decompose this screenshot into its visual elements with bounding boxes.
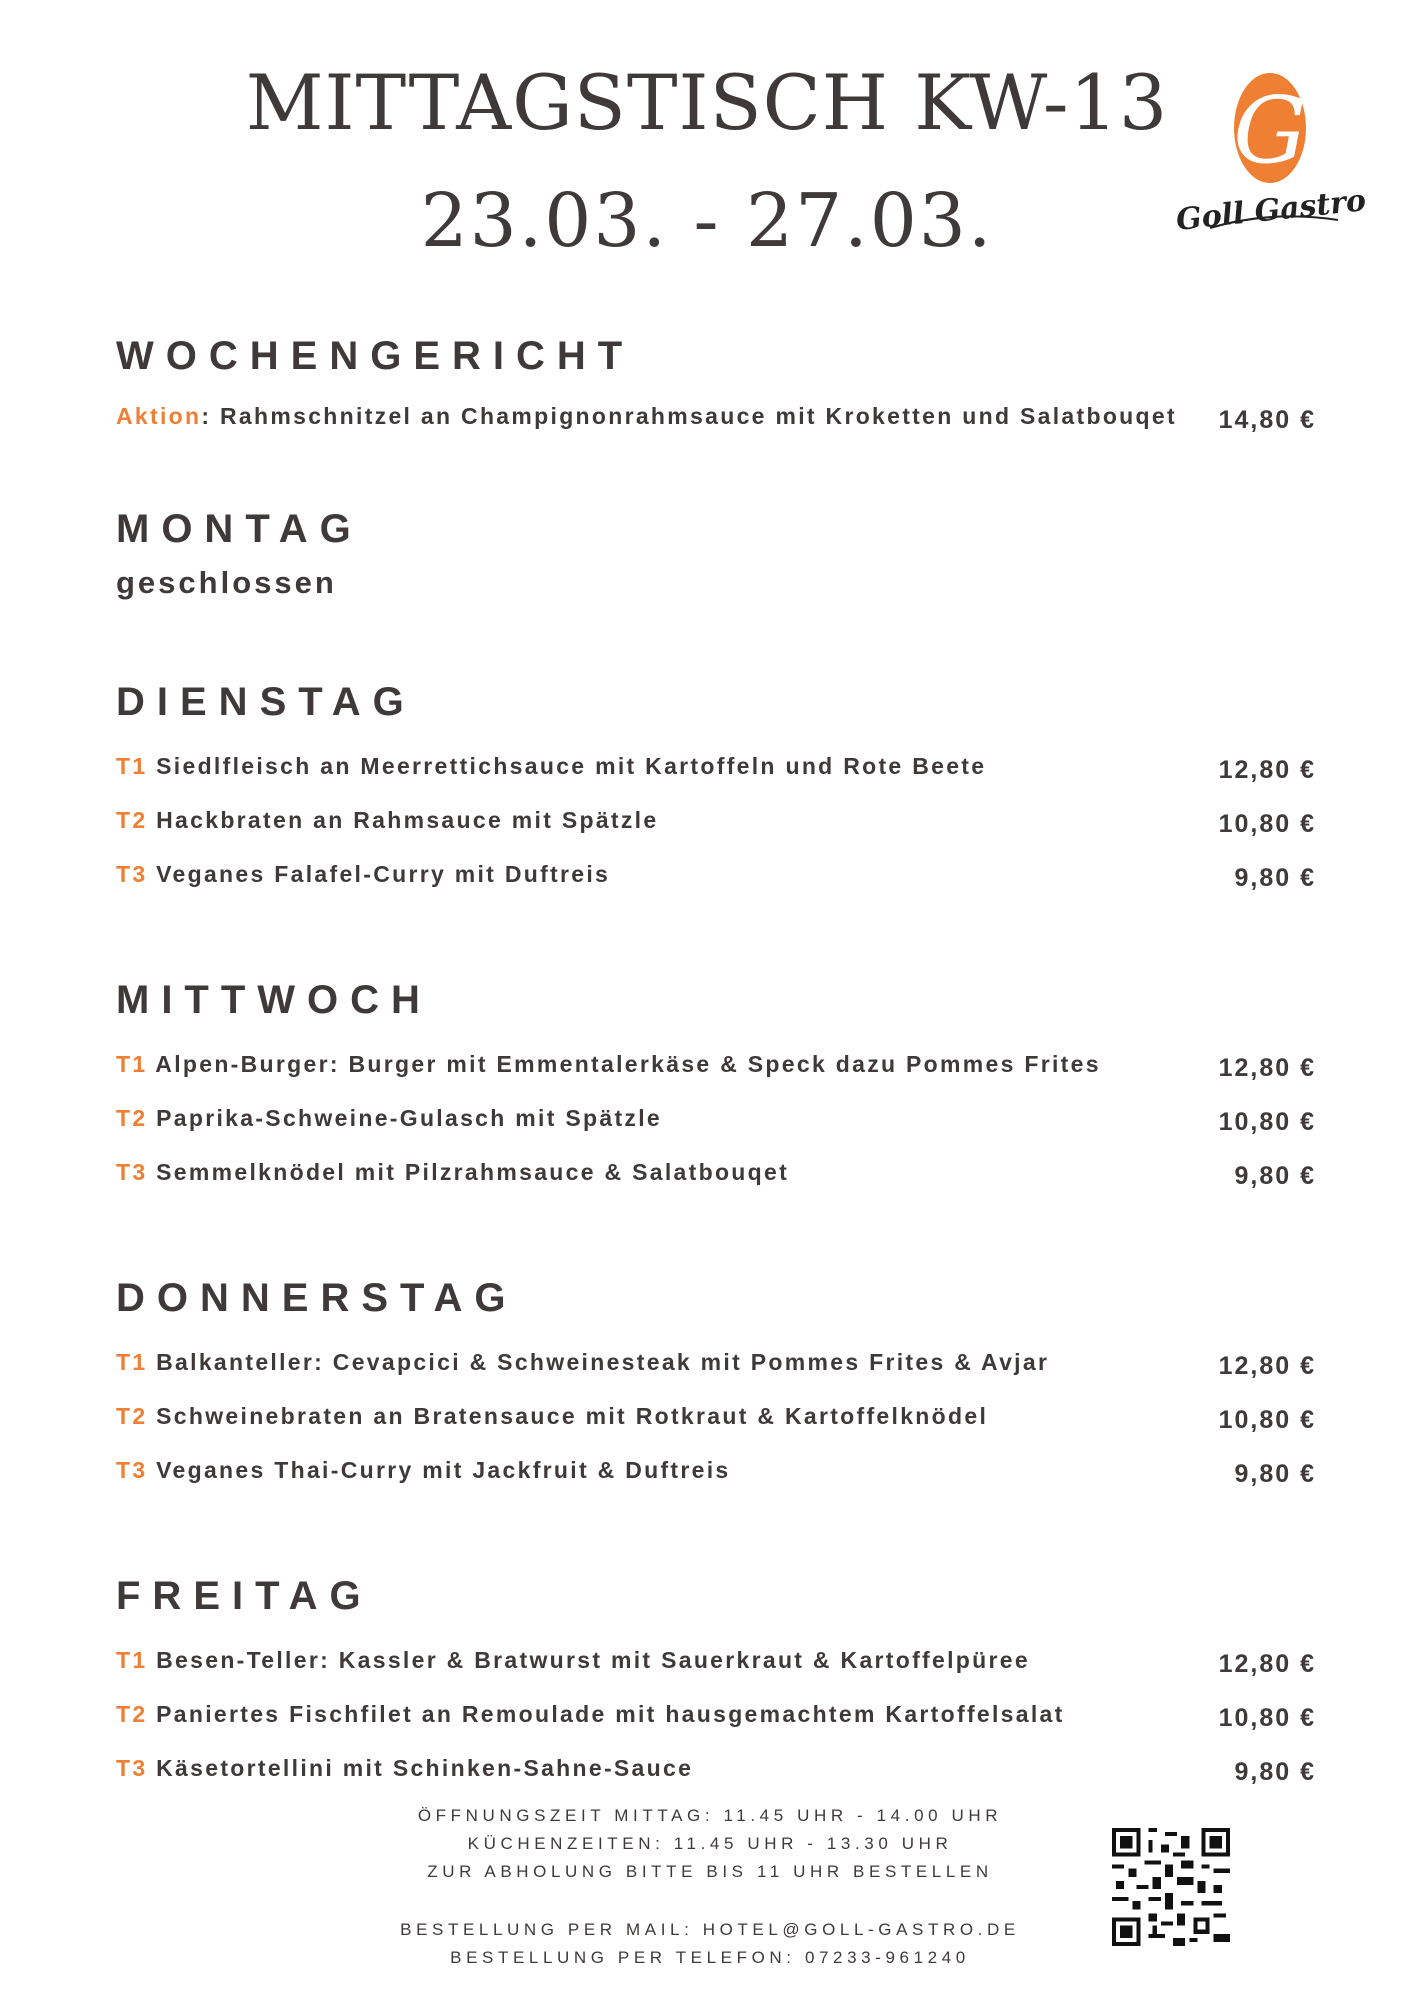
item-code: T1 — [116, 1647, 148, 1673]
logo-letter: G — [1233, 77, 1307, 184]
item-text: Besen-Teller: Kassler & Bratwurst mit Sauerkraut & Kartoffelpüree — [147, 1647, 1030, 1673]
list-item — [116, 1342, 1316, 1396]
item-price: 10,80 € — [1218, 1108, 1316, 1136]
item-desc — [116, 403, 1177, 429]
monday-heading: MONTAG — [116, 507, 363, 551]
item-text: Schweinebraten an Bratensauce mit Rotkraut & Kartoffelknödel — [147, 1403, 989, 1429]
item-text: Paniertes Fischfilet an Remoulade mit hausgemachtem Kartoffelsalat — [147, 1701, 1065, 1727]
item-desc — [116, 861, 610, 887]
item-desc — [116, 1457, 731, 1483]
opening-hours-line: ÖFFNUNGSZEIT MITTAG: 11.45 UHR - 14.00 UHR — [417, 1806, 1003, 1825]
item-desc — [116, 1403, 988, 1429]
item-desc — [116, 1647, 1030, 1673]
section-tuesday — [116, 676, 1316, 908]
item-text: Käsetortellini mit Schinken-Sahne-Sauce — [147, 1755, 694, 1781]
item-text: Semmelknödel mit Pilzrahmsauce & Salatbouqet — [147, 1159, 790, 1185]
pickup-note: ZUR ABHOLUNG BITTE BIS 11 UHR BESTELLEN — [427, 1862, 993, 1881]
list-item — [116, 1396, 1316, 1450]
list-item — [116, 1152, 1316, 1206]
list-item — [116, 1694, 1316, 1748]
tuesday-heading: DIENSTAG — [116, 680, 416, 724]
friday-heading: FREITAG — [116, 1574, 373, 1618]
item-desc — [116, 1159, 789, 1185]
item-code: T2 — [116, 1701, 148, 1727]
item-text: Veganes Falafel-Curry mit Duftreis — [147, 861, 611, 887]
order-mail[interactable]: BESTELLUNG PER MAIL: HOTEL@GOLL-GASTRO.DE — [400, 1920, 1020, 1939]
item-desc — [116, 807, 658, 833]
item-price: 9,80 € — [1234, 1758, 1316, 1786]
item-text: Balkanteller: Cevapcici & Schweinesteak mit Pommes Frites & Avjar — [147, 1349, 1050, 1375]
item-price: 10,80 € — [1218, 810, 1316, 838]
item-desc — [116, 1349, 1049, 1375]
section-wednesday — [116, 974, 1316, 1206]
thursday-heading: DONNERSTAG — [116, 1276, 518, 1320]
list-item — [116, 854, 1316, 908]
opening-hours — [300, 1802, 1120, 1886]
item-price: 12,80 € — [1218, 1054, 1316, 1082]
item-code: T3 — [116, 1159, 148, 1185]
section-friday — [116, 1570, 1316, 1802]
item-desc — [116, 753, 986, 779]
item-price: 9,80 € — [1234, 864, 1316, 892]
item-text: Paprika-Schweine-Gulasch mit Spätzle — [147, 1105, 663, 1131]
order-phone[interactable]: BESTELLUNG PER TELEFON: 07233-961240 — [450, 1948, 970, 1967]
list-item — [116, 1098, 1316, 1152]
page-title: MITTAGSTISCH KW-13 — [245, 58, 1169, 147]
list-item — [116, 746, 1316, 800]
item-code: T1 — [116, 1051, 148, 1077]
item-desc — [116, 1701, 1065, 1727]
list-item — [116, 1640, 1316, 1694]
section-monday — [116, 503, 1316, 601]
item-price: 10,80 € — [1218, 1406, 1316, 1434]
list-item — [116, 800, 1316, 854]
item-text: Siedlfleisch an Meerrettichsauce mit Kartoffeln und Rote Beete — [147, 753, 987, 779]
item-price: 12,80 € — [1218, 1352, 1316, 1380]
item-code: T2 — [116, 1105, 148, 1131]
list-item — [116, 396, 1316, 450]
item-code: T2 — [116, 807, 148, 833]
date-range: 23.03. - 27.03. — [420, 178, 994, 264]
item-desc — [116, 1755, 693, 1781]
action-label: Aktion — [116, 403, 202, 429]
kitchen-hours-line: KÜCHENZEITEN: 11.45 UHR - 13.30 UHR — [467, 1834, 953, 1853]
item-price: 14,80 € — [1218, 406, 1316, 434]
item-code: T3 — [116, 1755, 148, 1781]
qr-code[interactable] — [1112, 1828, 1230, 1946]
item-price: 9,80 € — [1234, 1460, 1316, 1488]
item-code: T3 — [116, 1457, 148, 1483]
item-desc — [116, 1051, 1101, 1077]
section-weekly — [116, 330, 1316, 450]
weekly-heading: WOCHENGERICHT — [116, 334, 635, 378]
item-desc — [116, 1105, 662, 1131]
section-thursday — [116, 1272, 1316, 1504]
order-contact — [300, 1916, 1120, 1972]
list-item — [116, 1044, 1316, 1098]
list-item — [116, 1450, 1316, 1504]
closed-note: geschlossen — [116, 565, 337, 600]
item-code: T2 — [116, 1403, 148, 1429]
item-text: Alpen-Burger: Burger mit Emmentalerkäse & Speck dazu Pommes Frites — [147, 1051, 1101, 1077]
wednesday-heading: MITTWOCH — [116, 978, 432, 1022]
item-price: 9,80 € — [1234, 1162, 1316, 1190]
item-code: T3 — [116, 861, 148, 887]
item-price: 10,80 € — [1218, 1704, 1316, 1732]
item-text: Veganes Thai-Curry mit Jackfruit & Duftreis — [147, 1457, 731, 1483]
item-code: T1 — [116, 1349, 148, 1375]
item-price: 12,80 € — [1218, 756, 1316, 784]
item-text: Hackbraten an Rahmsauce mit Spätzle — [147, 807, 659, 833]
item-code: T1 — [116, 753, 148, 779]
list-item — [116, 1748, 1316, 1802]
weekly-desc-text: Rahmschnitzel an Champignonrahmsauce mit Kroketten und Salatbouqet — [211, 403, 1177, 429]
goll-gastro-logo — [1174, 70, 1368, 250]
label-separator: : — [201, 403, 212, 429]
item-price: 12,80 € — [1218, 1650, 1316, 1678]
logo-wordmark: Goll Gastro — [1174, 183, 1368, 238]
